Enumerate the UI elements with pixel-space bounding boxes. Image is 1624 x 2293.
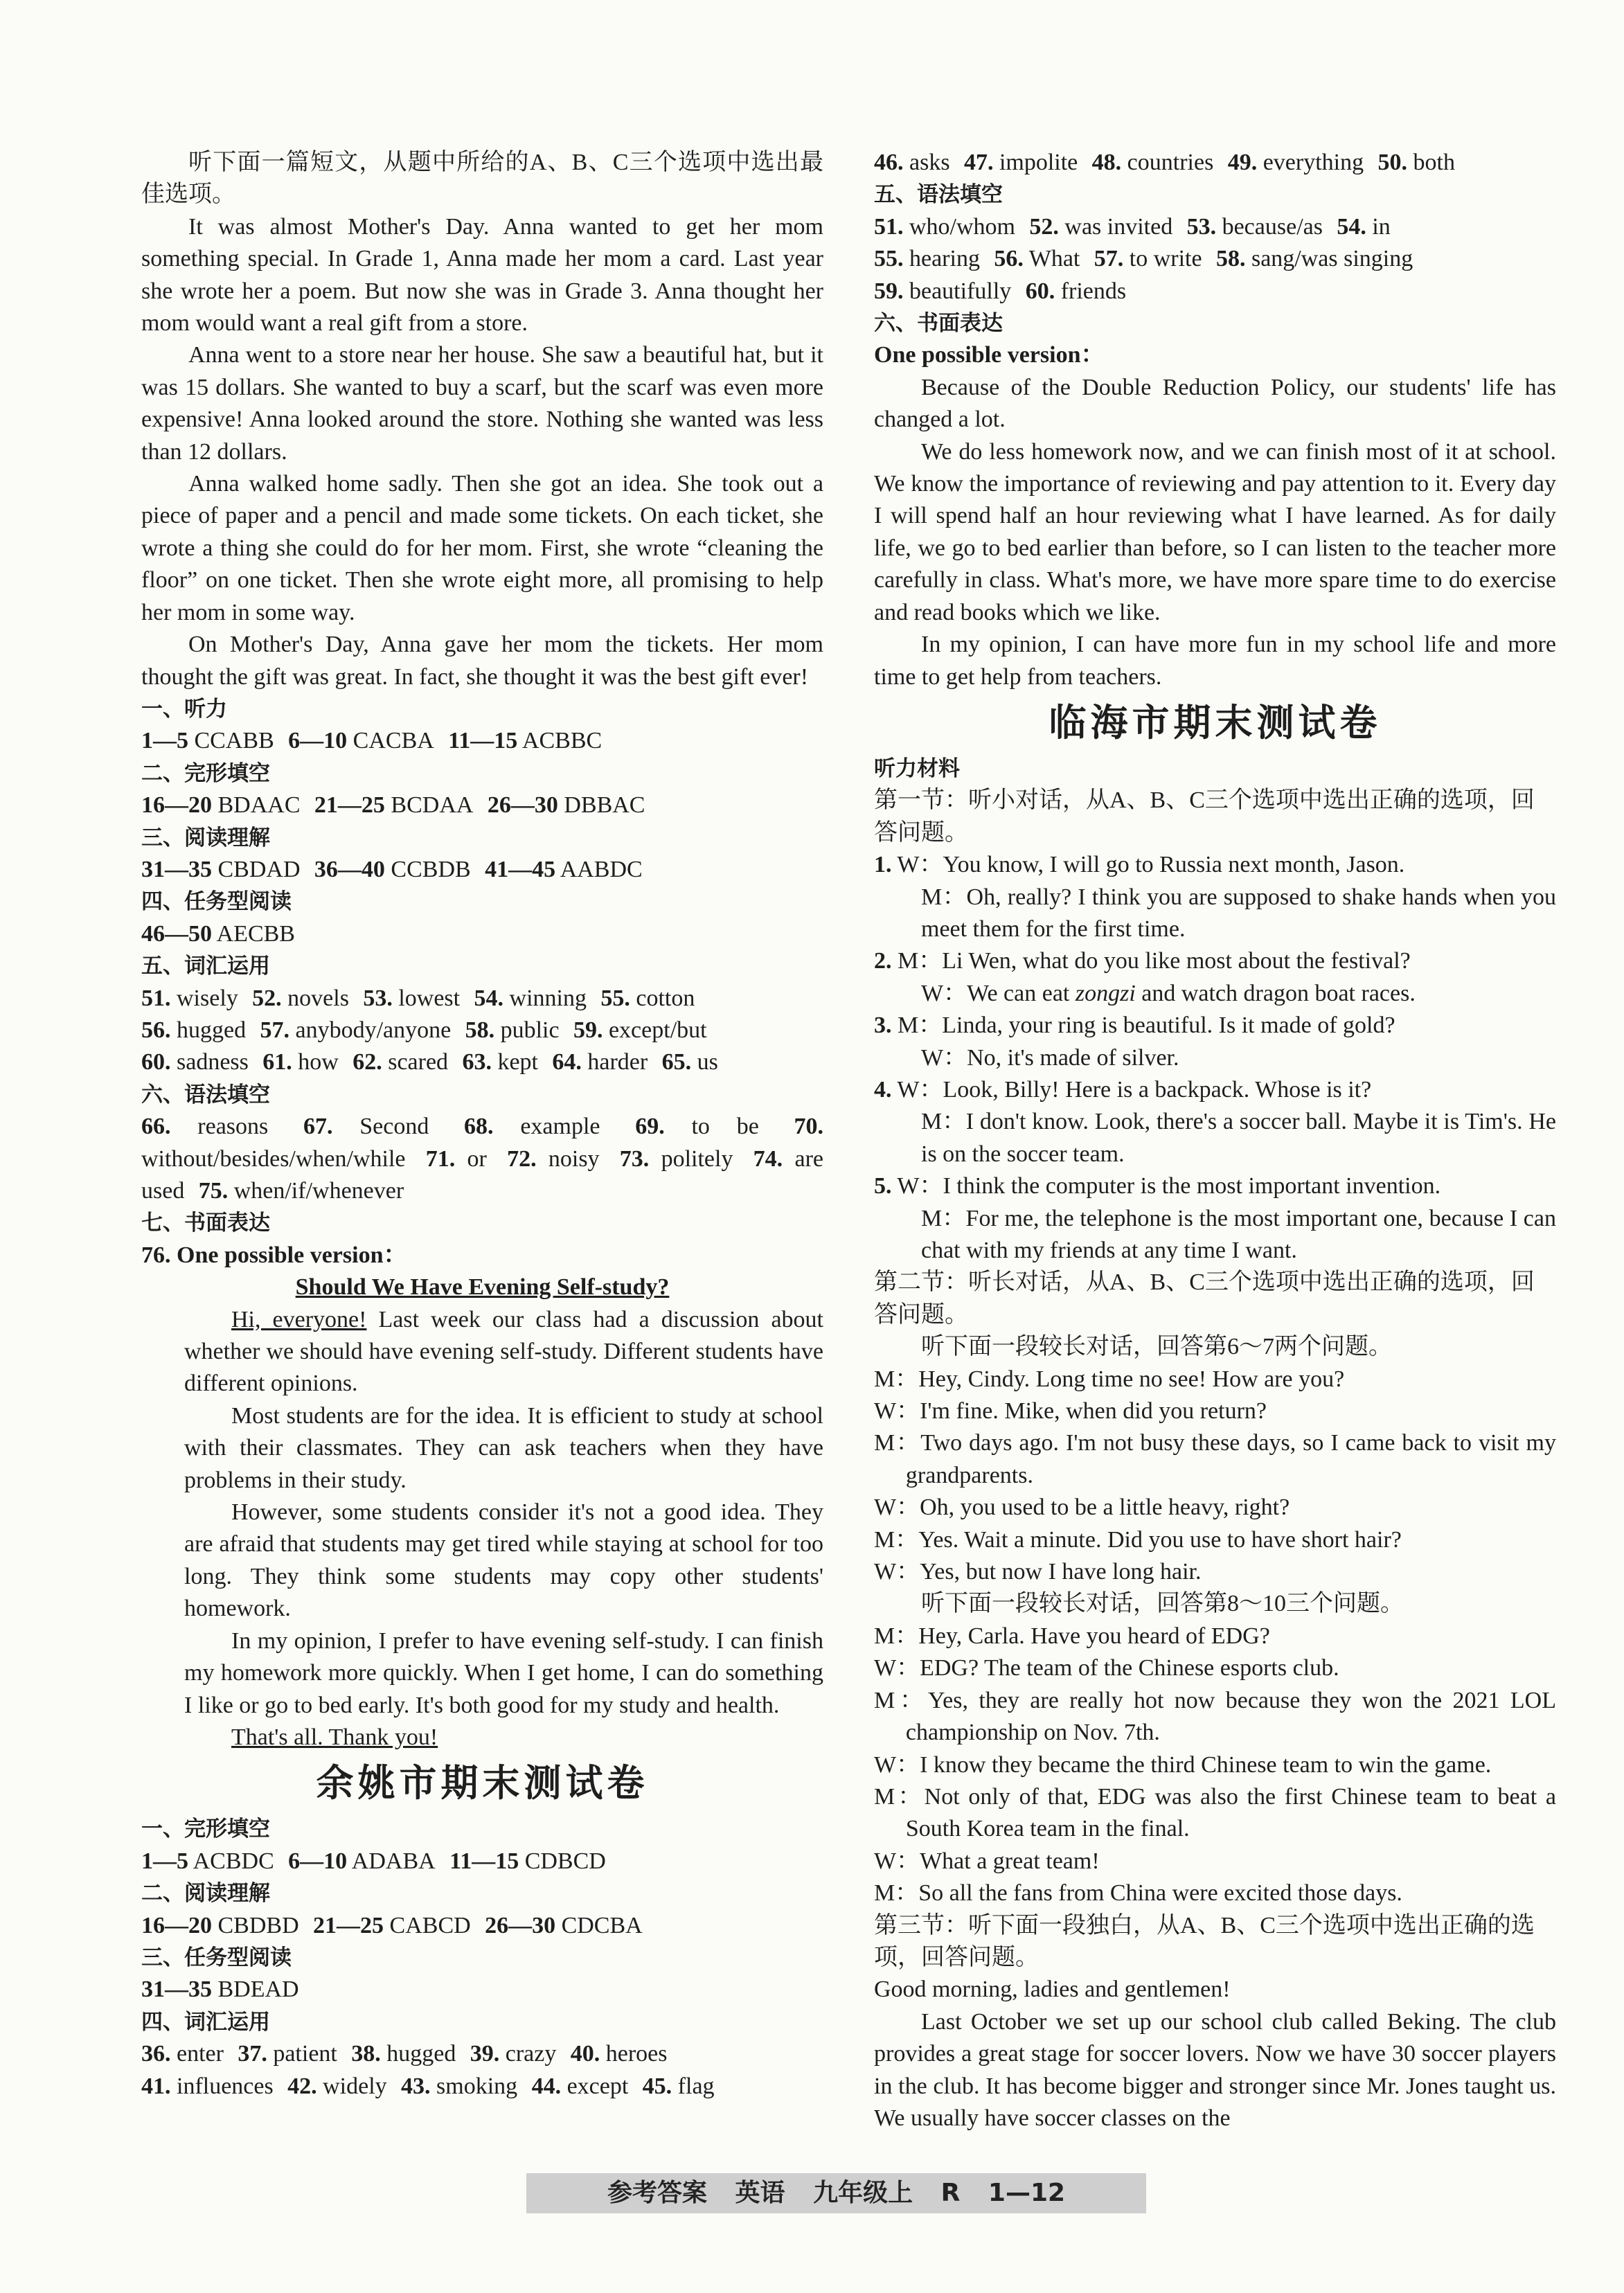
version-label: One possible version： (874, 342, 1105, 368)
answer-row: 55. hearing 56. What 57. to write 58. sang/was singing (874, 246, 1413, 272)
conversation-intro: 听下面一段较长对话，回答第6～7两个问题。 (921, 1334, 1392, 1360)
section-heading: 五、词汇运用 (141, 954, 270, 979)
essay-paragraph: In my opinion, I can have more fun in my school life and more time to get help from teachers. (874, 632, 1556, 690)
answer-row: 41. influences 42. widely 43. smoking 44. except 45. flag (141, 2073, 715, 2099)
answer-row: 60. sadness 61. how 62. scared 63. kept 64. harder 65. us (141, 1049, 718, 1076)
answer-row: 36. enter 37. patient 38. hugged 39. crazy 40. heroes (141, 2041, 668, 2067)
answer-row: 46. asks 47. impolite 48. countries 49. everything 50. both (874, 150, 1455, 175)
dialogue-line: W：What a great team! (874, 1848, 1100, 1874)
footer-page-number: 1—12 (988, 2179, 1066, 2207)
dialogue-line: 4. W：Look, Billy! Here is a backpack. Whose is it? (874, 1076, 1372, 1103)
part-instruction: 第三节：听下面一段独白，从A、B、C三个选项中选出正确的选项，回答问题。 (874, 1912, 1535, 1970)
story-paragraph: On Mother's Day, Anna gave her mom the tickets. Her mom thought the gift was great. In fact, she thought it was the best gift ever! (141, 632, 823, 690)
answer-row: 51. who/whom 52. was invited 53. because/as 54. in (874, 213, 1391, 240)
section-heading: 一、完形填空 (141, 1817, 270, 1842)
answer-row: 1—5 ACBDC 6—10 ADABA 11—15 CDBCD (141, 1848, 606, 1874)
answer-row: 59. beautifully 60. friends (874, 278, 1127, 304)
dialogue-line: M：For me, the telephone is the most important one, because I can chat with my friends at any time I want. (921, 1205, 1556, 1263)
answer-row: 1—5 CCABB 6—10 CACBA 11—15 ACBBC (141, 728, 603, 754)
section-heading: 六、书面表达 (874, 311, 1003, 337)
page-footer (526, 2173, 1146, 2213)
dialogue-line: M：So all the fans from China were excited those days. (874, 1880, 1402, 1907)
answer-row: 31—35 CBDAD 36—40 CCBDB 41—45 AABDC (141, 856, 643, 882)
dialogue-line: 1. W：You know, I will go to Russia next month, Jason. (874, 852, 1405, 878)
essay-paragraph: Hi, everyone! Last week our class had a discussion about whether we should have evening self-study. Different students have different opinions. (184, 1306, 823, 1397)
essay-paragraph: Most students are for the idea. It is efficient to study at school with their classmates. They can ask teachers when they have problems in their study. (184, 1402, 823, 1493)
dialogue-line: W：We can eat zongzi and watch dragon boat races. (921, 980, 1416, 1006)
section-heading: 三、任务型阅读 (141, 1945, 292, 1970)
dialogue-line: W：I'm fine. Mike, when did you return? (874, 1398, 1267, 1425)
part-instruction: 第二节：听长对话，从A、B、C三个选项中选出正确的选项，回答问题。 (874, 1269, 1535, 1328)
section-heading: 一、听力 (141, 696, 227, 722)
footer-label: 参考答案 (607, 2179, 707, 2207)
right-column (874, 147, 1556, 2134)
conversation-intro: 听下面一段较长对话，回答第8～10三个问题。 (921, 1591, 1404, 1617)
dialogue-line: M：Hey, Cindy. Long time no see! How are you? (874, 1366, 1345, 1392)
answer-row: 16—20 BDAAC 21—25 BCDAA 26—30 DBBAC (141, 792, 645, 819)
essay-paragraph: However, some students consider it's not a good idea. They are afraid that students may get tired while staying at school for too long. They think some students may copy other students' homework. (184, 1499, 823, 1622)
answer-row: 56. hugged 57. anybody/anyone 58. public 59. except/but (141, 1017, 707, 1043)
essay-paragraph: In my opinion, I prefer to have evening self-study. I can finish my homework more quickly. When I get home, I can do something I like or go to bed early. It's both good for my study and health. (184, 1627, 823, 1718)
story-paragraph: It was almost Mother's Day. Anna wanted to get her mom something special. In Grade 1, Anna made her mom a card. Last year she wrote her a poem. But now she was in Grade 3. Anna thought her mom would want a real gift from a store. (141, 213, 823, 337)
dialogue-line: W：I know they became the third Chinese team to win the game. (874, 1751, 1492, 1778)
section-heading: 四、词汇运用 (141, 2009, 270, 2035)
dialogue-line: M：Not only of that, EDG was also the first Chinese team to beat a South Korea team in the final. (874, 1783, 1556, 1842)
footer-subject: 英语 (735, 2179, 785, 2207)
dialogue-line: 5. W：I think the computer is the most important invention. (874, 1173, 1441, 1199)
dialogue-line: M：Yes, they are really hot now because they won the 2021 LOL championship on Nov. 7th. (874, 1687, 1556, 1746)
part-instruction: 第一节：听小对话，从A、B、C三个选项中选出正确的选项，回答问题。 (874, 787, 1535, 846)
section-heading: 四、任务型阅读 (141, 889, 292, 915)
dialogue-line: M：I don't know. Look, there's a soccer ball. Maybe it is Tim's. He is on the soccer team. (921, 1109, 1556, 1167)
monologue-line: Good morning, ladies and gentlemen! (874, 1977, 1231, 2003)
dialogue-line: W：No, it's made of silver. (921, 1044, 1179, 1071)
left-column (141, 147, 823, 2103)
answer-paragraph: 66. reasons 67. Second 68. example 69. to be 70. without/besides/when/while 71. or 72. noisy 73. politely 74. are used 75. when/if/whenever (141, 1114, 824, 1204)
answer-row: 51. wisely 52. novels 53. lowest 54. winning 55. cotton (141, 985, 695, 1011)
section-heading: 三、阅读理解 (141, 825, 270, 850)
section-heading: 六、语法填空 (141, 1082, 270, 1107)
dialogue-line: 2. M：Li Wen, what do you like most about the festival? (874, 948, 1411, 974)
section-heading: 七、书面表达 (141, 1211, 270, 1236)
footer-grade: 九年级上 (813, 2179, 913, 2207)
essay-title: Should We Have Evening Self-study? (295, 1274, 670, 1301)
dialogue-line: M：Oh, really? I think you are supposed to shake hands when you meet them for the first time. (921, 884, 1556, 942)
footer-edition: R (940, 2179, 961, 2207)
dialogue-line: M：Yes. Wait a minute. Did you use to have short hair? (874, 1526, 1402, 1553)
essay-paragraph: Because of the Double Reduction Policy, our students' life has changed a lot. (874, 374, 1556, 433)
section-heading: 五、语法填空 (874, 182, 1003, 208)
essay-closing: That's all. Thank you! (231, 1724, 438, 1750)
section-heading: 二、阅读理解 (141, 1881, 270, 1907)
dialogue-line: M：Hey, Carla. Have you heard of EDG? (874, 1623, 1270, 1649)
story-paragraph: Anna went to a store near her house. She saw a beautiful hat, but it was 15 dollars. She wanted to buy a scarf, but the scarf was even more expensive! Anna looked around the store. Nothing she wanted was less than 12 dollars. (141, 342, 823, 465)
dialogue-line: 3. M：Linda, your ring is beautiful. Is it made of gold? (874, 1012, 1395, 1039)
listening-instruction: 听下面一篇短文，从题中所给的A、B、C三个选项中选出最佳选项。 (141, 150, 823, 208)
dialogue-line: W：EDG? The team of the Chinese esports club. (874, 1655, 1339, 1681)
version-label: 76. One possible version： (141, 1242, 407, 1268)
linhai-title: 临海市期末测试卷 (1049, 700, 1382, 744)
dialogue-line: W：Yes, but now I have long hair. (874, 1559, 1202, 1585)
answer-row: 16—20 CBDBD 21—25 CABCD 26—30 CDCBA (141, 1912, 643, 1938)
yuyao-title: 余姚市期末测试卷 (316, 1761, 649, 1805)
story-paragraph: Anna walked home sadly. Then she got an idea. She took out a piece of paper and a pencil and made some tickets. On each ticket, she wrote a thing she could do for her mom. First, she wrote “cleaning the floor” on one ticket. Then she wrote eight more, all promising to help her mom in some way. (141, 471, 823, 625)
dialogue-line: M：Two days ago. I'm not busy these days, so I came back to visit my grandparents. (874, 1430, 1556, 1488)
answer-row: 31—35 BDEAD (141, 1977, 299, 2003)
answer-row: 46—50 AECBB (141, 920, 295, 947)
section-heading: 二、完形填空 (141, 760, 270, 786)
dialogue-line: W：Oh, you used to be a little heavy, right? (874, 1495, 1290, 1521)
essay-paragraph: We do less homework now, and we can finish most of it at school. We know the importance of reviewing and pay attention to it. Every day I will spend half an hour reviewing what I have learned. As for daily life, we go to bed earlier than before, so I can listen to the teacher more carefully in class. What's more, we have more spare time to do exercise and read books which we like. (874, 438, 1556, 625)
section-heading: 听力材料 (874, 756, 960, 781)
monologue-paragraph: Last October we set up our school club called Beking. The club provides a great stage for soccer lovers. Now we have 30 soccer players in the club. It has become bigger and stronger since Mr. Jones taught us. We usually have soccer classes on the (874, 2008, 1556, 2131)
